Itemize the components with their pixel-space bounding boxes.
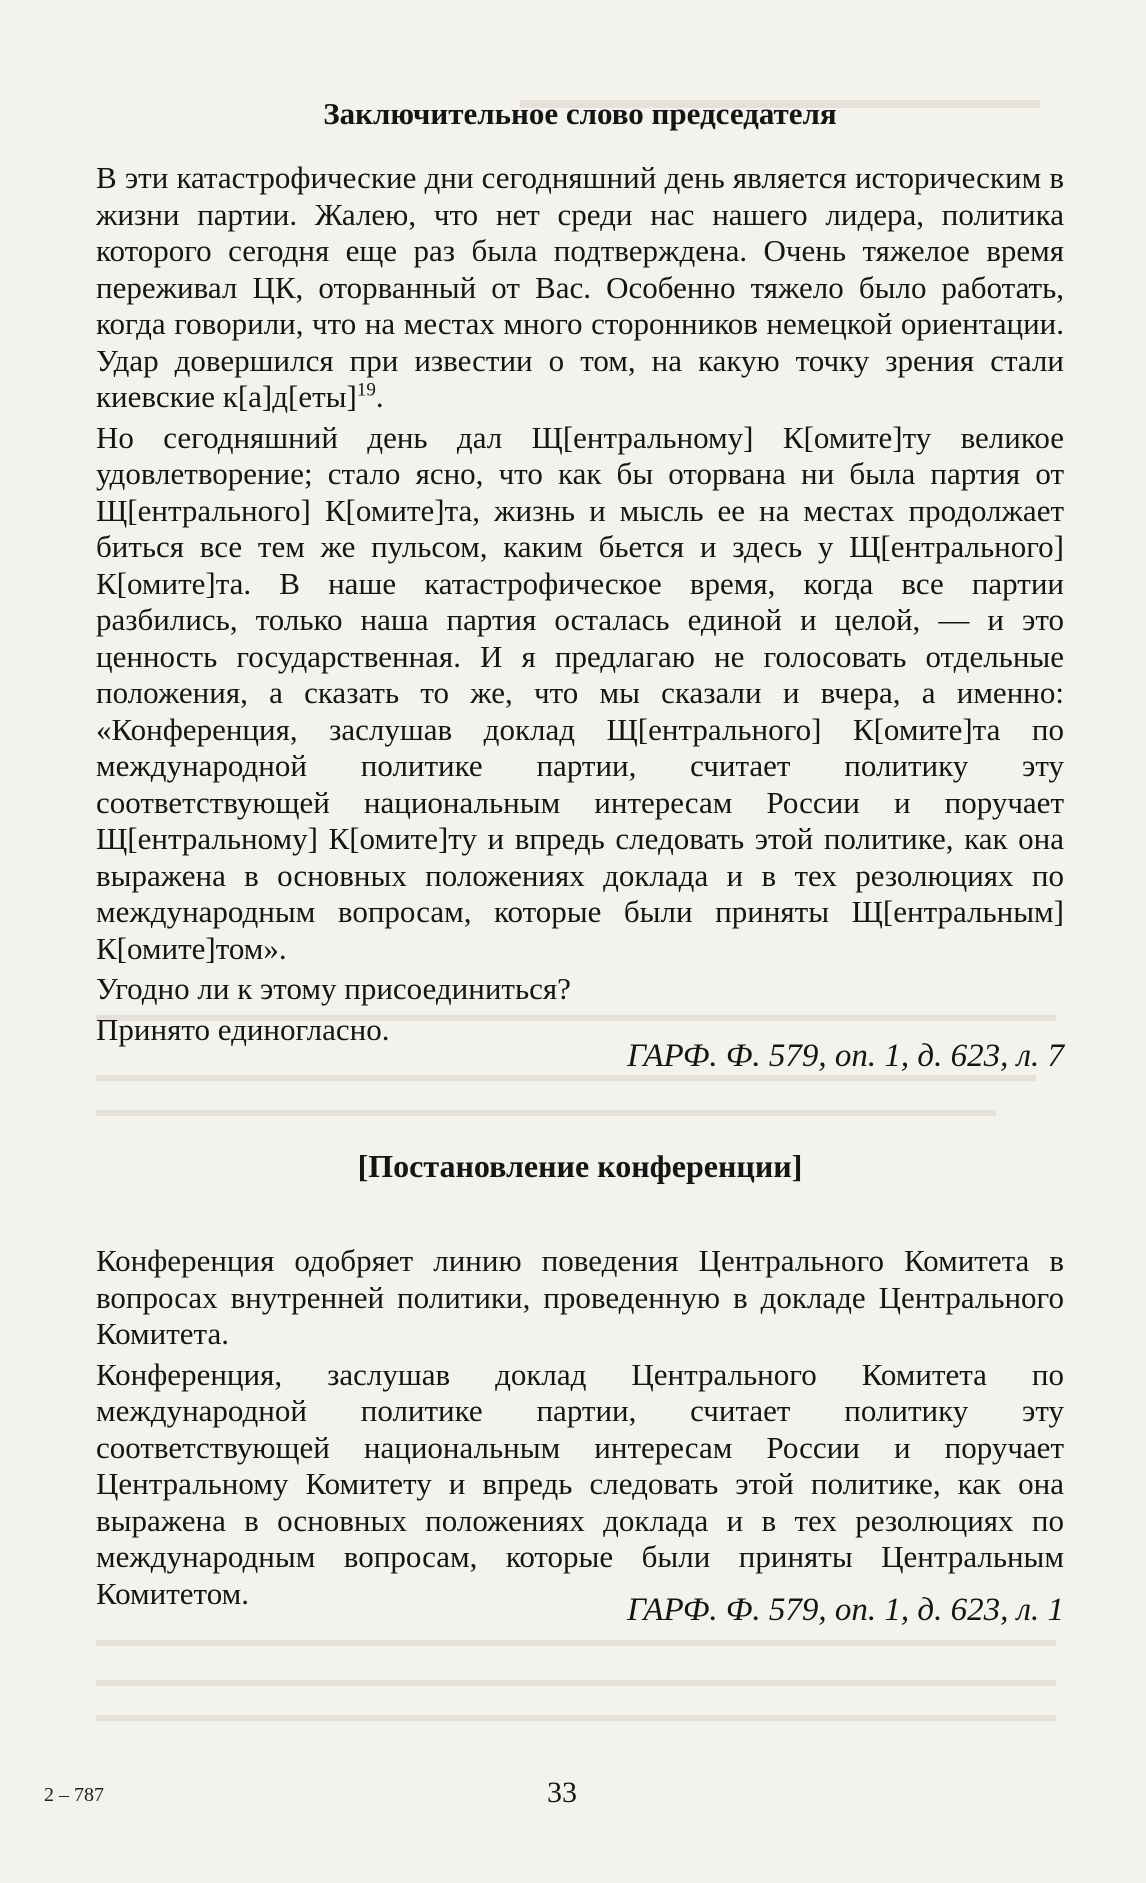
footnote-mark: 19 (356, 379, 376, 401)
paragraph-4: Принято единогласно. (96, 1011, 390, 1047)
paragraph-3: Угодно ли к этому присоединиться? (96, 971, 571, 1006)
page-number: 33 (547, 1776, 577, 1809)
paragraph-1: В эти катастрофические дни сегодняшний день является историческим в жизни партии. Жалею, что нет среди нас нашего лидера, политика которого сегодня еще раз была подтверждена. Очень тяжелое время переживал ЦК, оторванный от Вас. Особенно тяжело было работать, когда говорили, что на местах много сторонников немецкой ориентации. Удар довершился при известии о том, на какую точку зрения стали киевские к[а]д[еты]$^{19}$. (96, 160, 1064, 414)
section-1-body (96, 160, 1064, 1052)
paragraph-6: Конференция, заслушав доклад Центрального Комитета по международной политике партии, считает политику эту соответствующей национальным интересам России и поручает Центральному Комитету и впредь следовать этой политике, как она выражена в основных положениях доклада и в тех резолюциях по международным вопросам, которые были приняты Центральным Комитетом. (96, 1356, 1064, 1611)
source-citation-1: ГАРФ. Ф. 579, оп. 1, д. 623, л. 7 (627, 1038, 1064, 1074)
section-2-title: [Постановление конференции] (357, 1148, 803, 1184)
paragraph-5: Конференция одобряет линию поведения Центрального Комитета в вопросах внутренней политики, проведенную в докладе Центрального Комитета. (96, 1243, 1064, 1351)
paragraph-1-text: В эти катастрофические дни сегодняшний день является историческим в жизни партии. Жалею, что нет среди нас нашего лидера, политика которого сегодня еще раз была подтверждена. Очень тяжелое время переживал ЦК, оторванный от Вас. Особенно тяжело было работать, когда говорили, что на местах много сторонников немецкой ориентации. Удар довершился при известии о том, на какую точку зрения стали киевские к[а]д[еты] (96, 160, 1064, 414)
paragraph-2: Но сегодняшний день дал Щ[ентральному] К[омите]ту великое удовлетворение; стало ясно, что как бы оторвана ни была партия от Щ[ентрального] К[омите]та, жизнь и мысль ее на местах продолжает биться все тем же пульсом, каким бьется и здесь у Щ[ентрального] К[омите]та. В наше катастрофическое время, когда все партии разбились, только наша партия осталась единой и целой, — и это ценность государственная. И я предлагаю не голосовать отдельные положения, а сказать то же, что мы сказали и вчера, а именно: «Конференция, заслушав доклад Щ[ентрального] К[омите]та по международной политике партии, считает политику эту соответствующей национальным интересам России и поручает Щ[ентральному] К[омите]ту и впредь следовать этой политике, как она выражена в основных положениях доклада и в тех резолюциях по международным вопросам, которые были приняты Щ[ентральным] К[омите]том». (96, 419, 1064, 966)
printer-signature: 2 – 787 (44, 1784, 104, 1806)
section-2-body (96, 1243, 1064, 1616)
source-citation-2: ГАРФ. Ф. 579, оп. 1, д. 623, л. 1 (627, 1592, 1064, 1628)
section-1-title: Заключительное слово председателя (323, 96, 837, 131)
